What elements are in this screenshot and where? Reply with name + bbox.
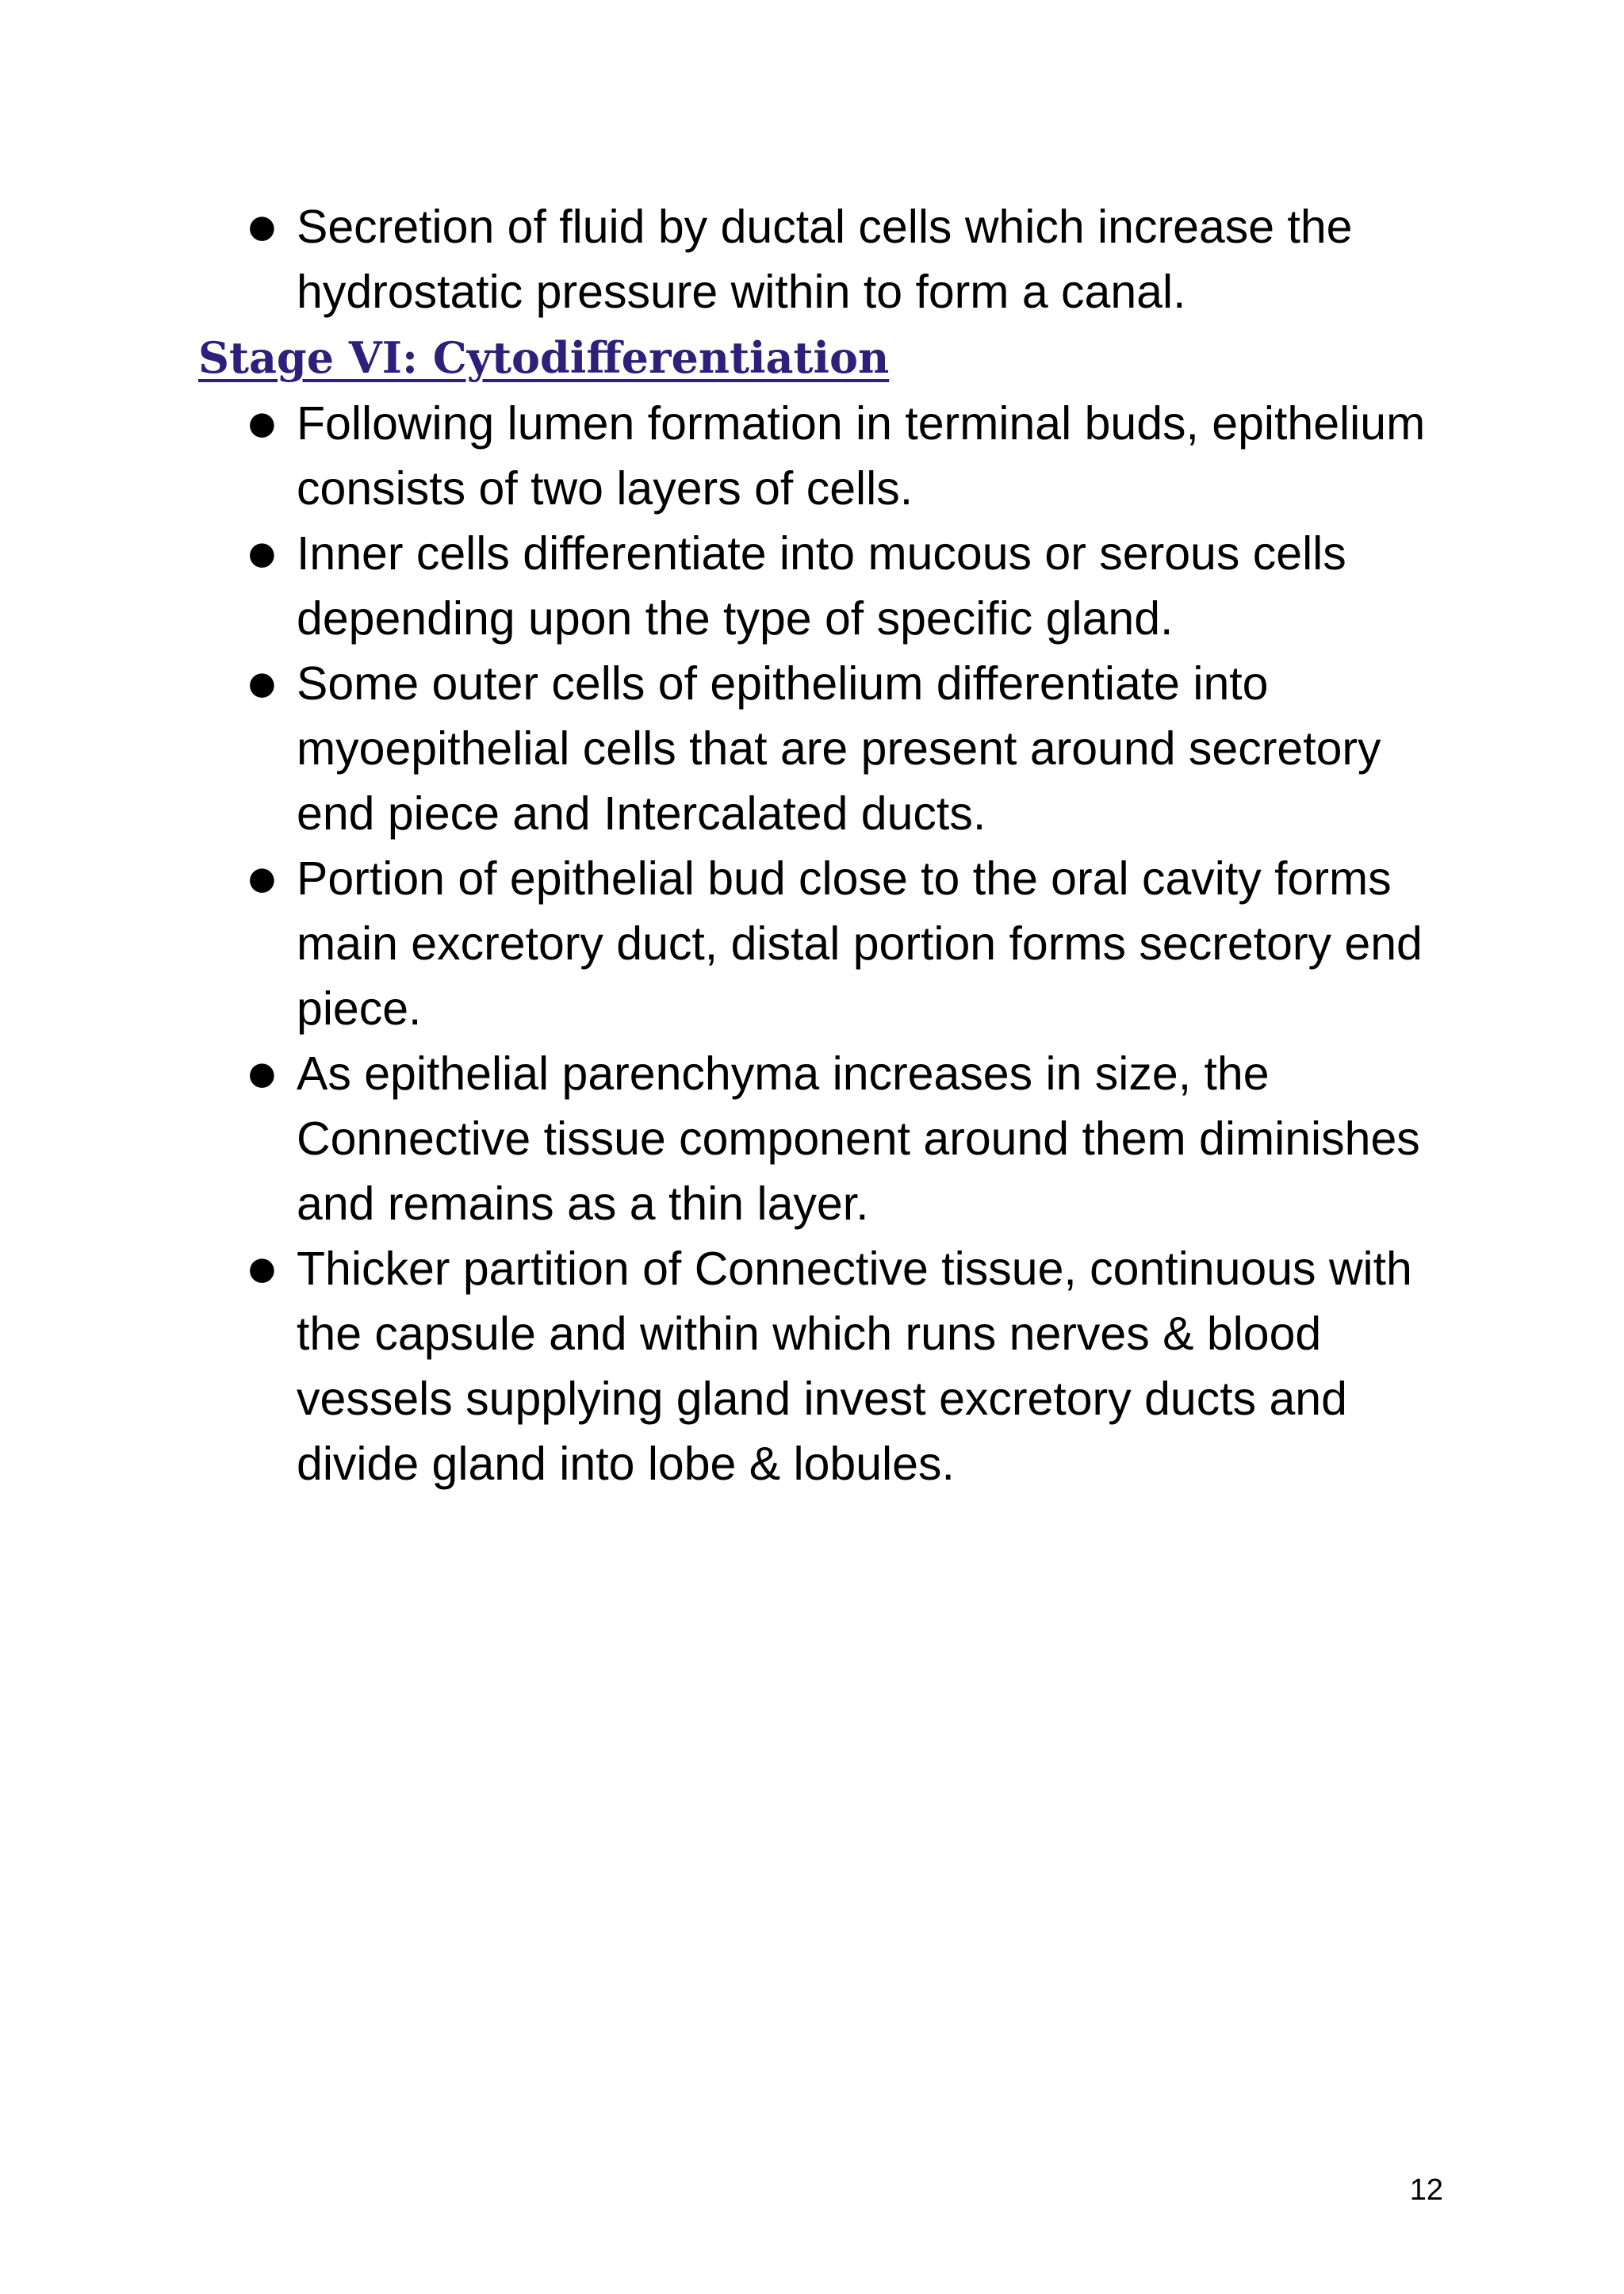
bullet-icon: ● — [248, 535, 276, 572]
list-item-text: Secretion of fluid by ductal cells which increase the hydrostatic pressure within to form a canal. — [297, 201, 1353, 318]
list-item — [198, 194, 1451, 324]
list-item-text: Following lumen formation in terminal buds, epithelium consists of two layers of cells. — [297, 397, 1426, 515]
bullet-icon: ● — [248, 209, 276, 245]
list-item — [198, 1236, 1451, 1496]
list-item-text: Some outer cells of epithelium differentiate into myoepithelial cells that are present around secretory end piece and Intercalated ducts. — [297, 657, 1381, 840]
list-item — [198, 651, 1451, 846]
list-item-text: Inner cells differentiate into mucous or serous cells depending upon the type of specific gland. — [297, 527, 1346, 645]
list-item-text: As epithelial parenchyma increases in size, the Connective tissue component around them diminishes and remains as a thin layer. — [297, 1047, 1420, 1230]
list-item — [198, 391, 1451, 521]
bullet-icon: ● — [248, 1055, 276, 1092]
list-item — [198, 521, 1451, 651]
bullet-icon: ● — [248, 1250, 276, 1287]
list-item-text: Thicker partition of Connective tissue, continuous with the capsule and within which runs nerves & blood vessels supplying gland invest excretory ducts and divide gland into lobe & lobules. — [297, 1243, 1412, 1490]
page-number: 12 — [1409, 2173, 1443, 2207]
bullet-icon: ● — [248, 860, 276, 897]
stage-6-bullet-list — [198, 391, 1451, 1496]
bullet-icon: ● — [248, 665, 276, 702]
page-content — [198, 194, 1451, 1496]
list-item — [198, 1041, 1451, 1236]
list-item-text: Portion of epithelial bud close to the oral cavity forms main excretory duct, distal portion forms secretory end piece. — [297, 852, 1423, 1035]
section-heading: Stage VI: Cytodifferentiation — [198, 332, 890, 383]
top-bullet-list — [198, 194, 1451, 324]
bullet-icon: ● — [248, 405, 276, 442]
list-item — [198, 846, 1451, 1041]
